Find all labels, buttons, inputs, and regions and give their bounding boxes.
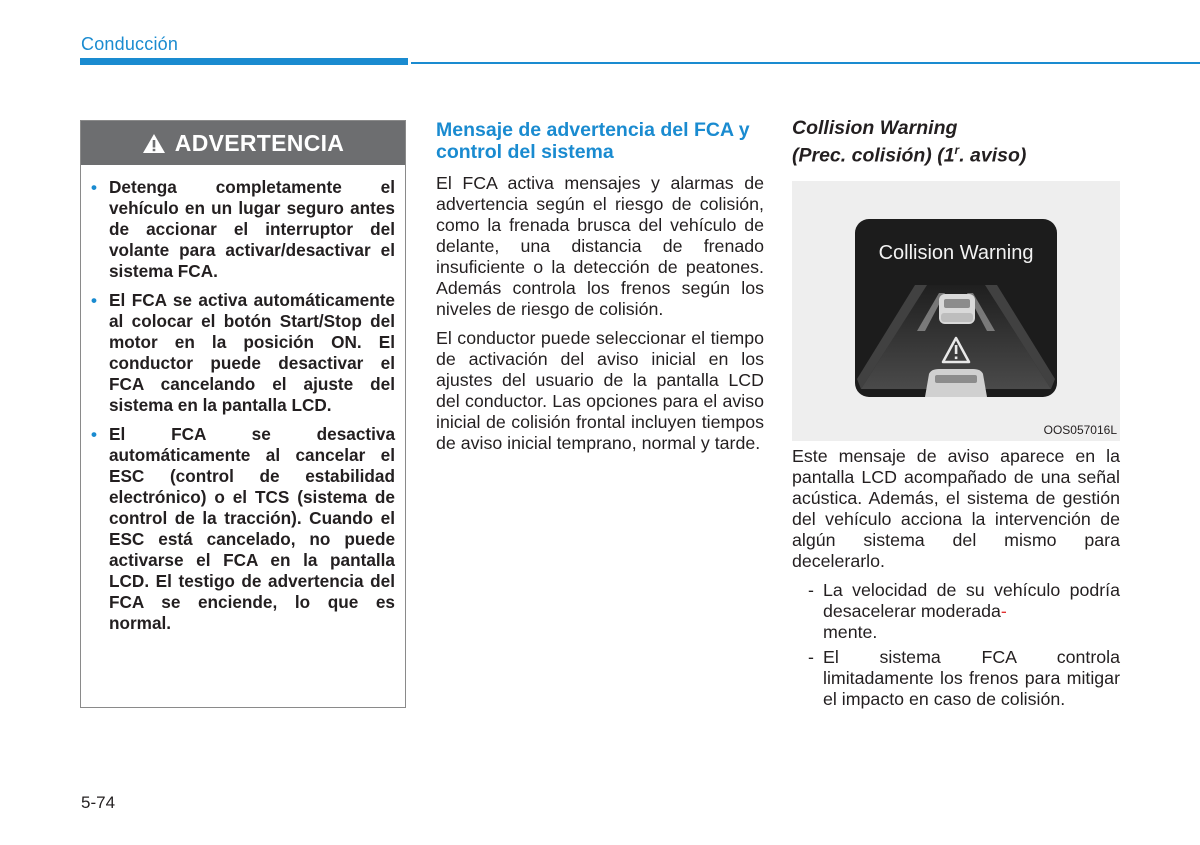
warning-list xyxy=(81,165,405,634)
middle-column xyxy=(436,119,764,462)
lcd-figure xyxy=(792,181,1120,441)
body-paragraph: El FCA activa mensajes y alarmas de advertencia según el riesgo de colisión, como la frenada brusca del vehículo de delante, una distancia de frenado insuficiente o la detección de peatones. Además controla los frenos según los niveles de riesgo de colisión. xyxy=(436,173,764,319)
bullet-icon: • xyxy=(91,178,97,197)
section-heading: Mensaje de advertencia del FCA y control del sistema xyxy=(436,119,750,163)
warning-box xyxy=(80,120,406,708)
figure-code: OOS057016L xyxy=(1043,422,1117,437)
body-paragraph: Este mensaje de aviso aparece en la pantalla LCD acompañado de una señal acústica. Además, el sistema de gestión del vehículo acciona la intervención de algún sistema del mismo para decelerarlo. xyxy=(792,445,1120,571)
header-bar-thin xyxy=(411,62,1200,64)
header-bar-thick xyxy=(80,58,408,65)
subsection-heading: Collision Warning (Prec. colisión) (1$^r$. aviso) xyxy=(792,117,1027,167)
right-column xyxy=(792,117,1120,714)
lcd-screen-illustration xyxy=(855,219,1057,397)
bullet-icon: • xyxy=(91,425,97,444)
warning-item: • Detenga completamente el vehículo en un lugar seguro antes de accionar el interruptor del volante para activar/desactivar el sistema FCA. xyxy=(91,177,395,281)
page-number: 5-74 xyxy=(81,793,116,812)
bullet-icon: • xyxy=(91,291,97,310)
dash-list xyxy=(792,580,1120,710)
lcd-screen-text: Collision Warning xyxy=(878,241,1034,264)
dash-item: - La velocidad de su vehículo podría desacelerar moderada- mente. xyxy=(808,579,1120,642)
warning-header xyxy=(81,121,405,165)
body-paragraph: El conductor puede seleccionar el tiempo de activación del aviso inicial en los ajustes del usuario de la pantalla LCD del conductor. Las opciones para el aviso inicial de colisión frontal incluyen tiempos de aviso inicial temprano, normal y tarde. xyxy=(436,328,764,453)
dash-item: - El sistema FCA controla limitadamente los frenos para mitigar el impacto en caso de colisión. xyxy=(808,646,1120,709)
warning-item: • El FCA se desactiva automáticamente al cancelar el ESC (control de estabilidad electrónico) o el TCS (sistema de control de la tracción). Cuando el ESC está cancelado, no puede activarse el FCA en la pantalla LCD. El testigo de advertencia del FCA se enciende, lo que es normal. xyxy=(91,424,395,633)
warning-triangle-icon xyxy=(142,133,166,154)
warning-title: ADVERTENCIA xyxy=(174,129,345,156)
warning-item: • El FCA se activa automáticamente al colocar el botón Start/Stop del motor en la posición ON. El conductor puede desactivar el FCA cancelando el ajuste del sistema en la pantalla LCD. xyxy=(91,290,395,415)
section-header-title: Conducción xyxy=(81,34,179,54)
